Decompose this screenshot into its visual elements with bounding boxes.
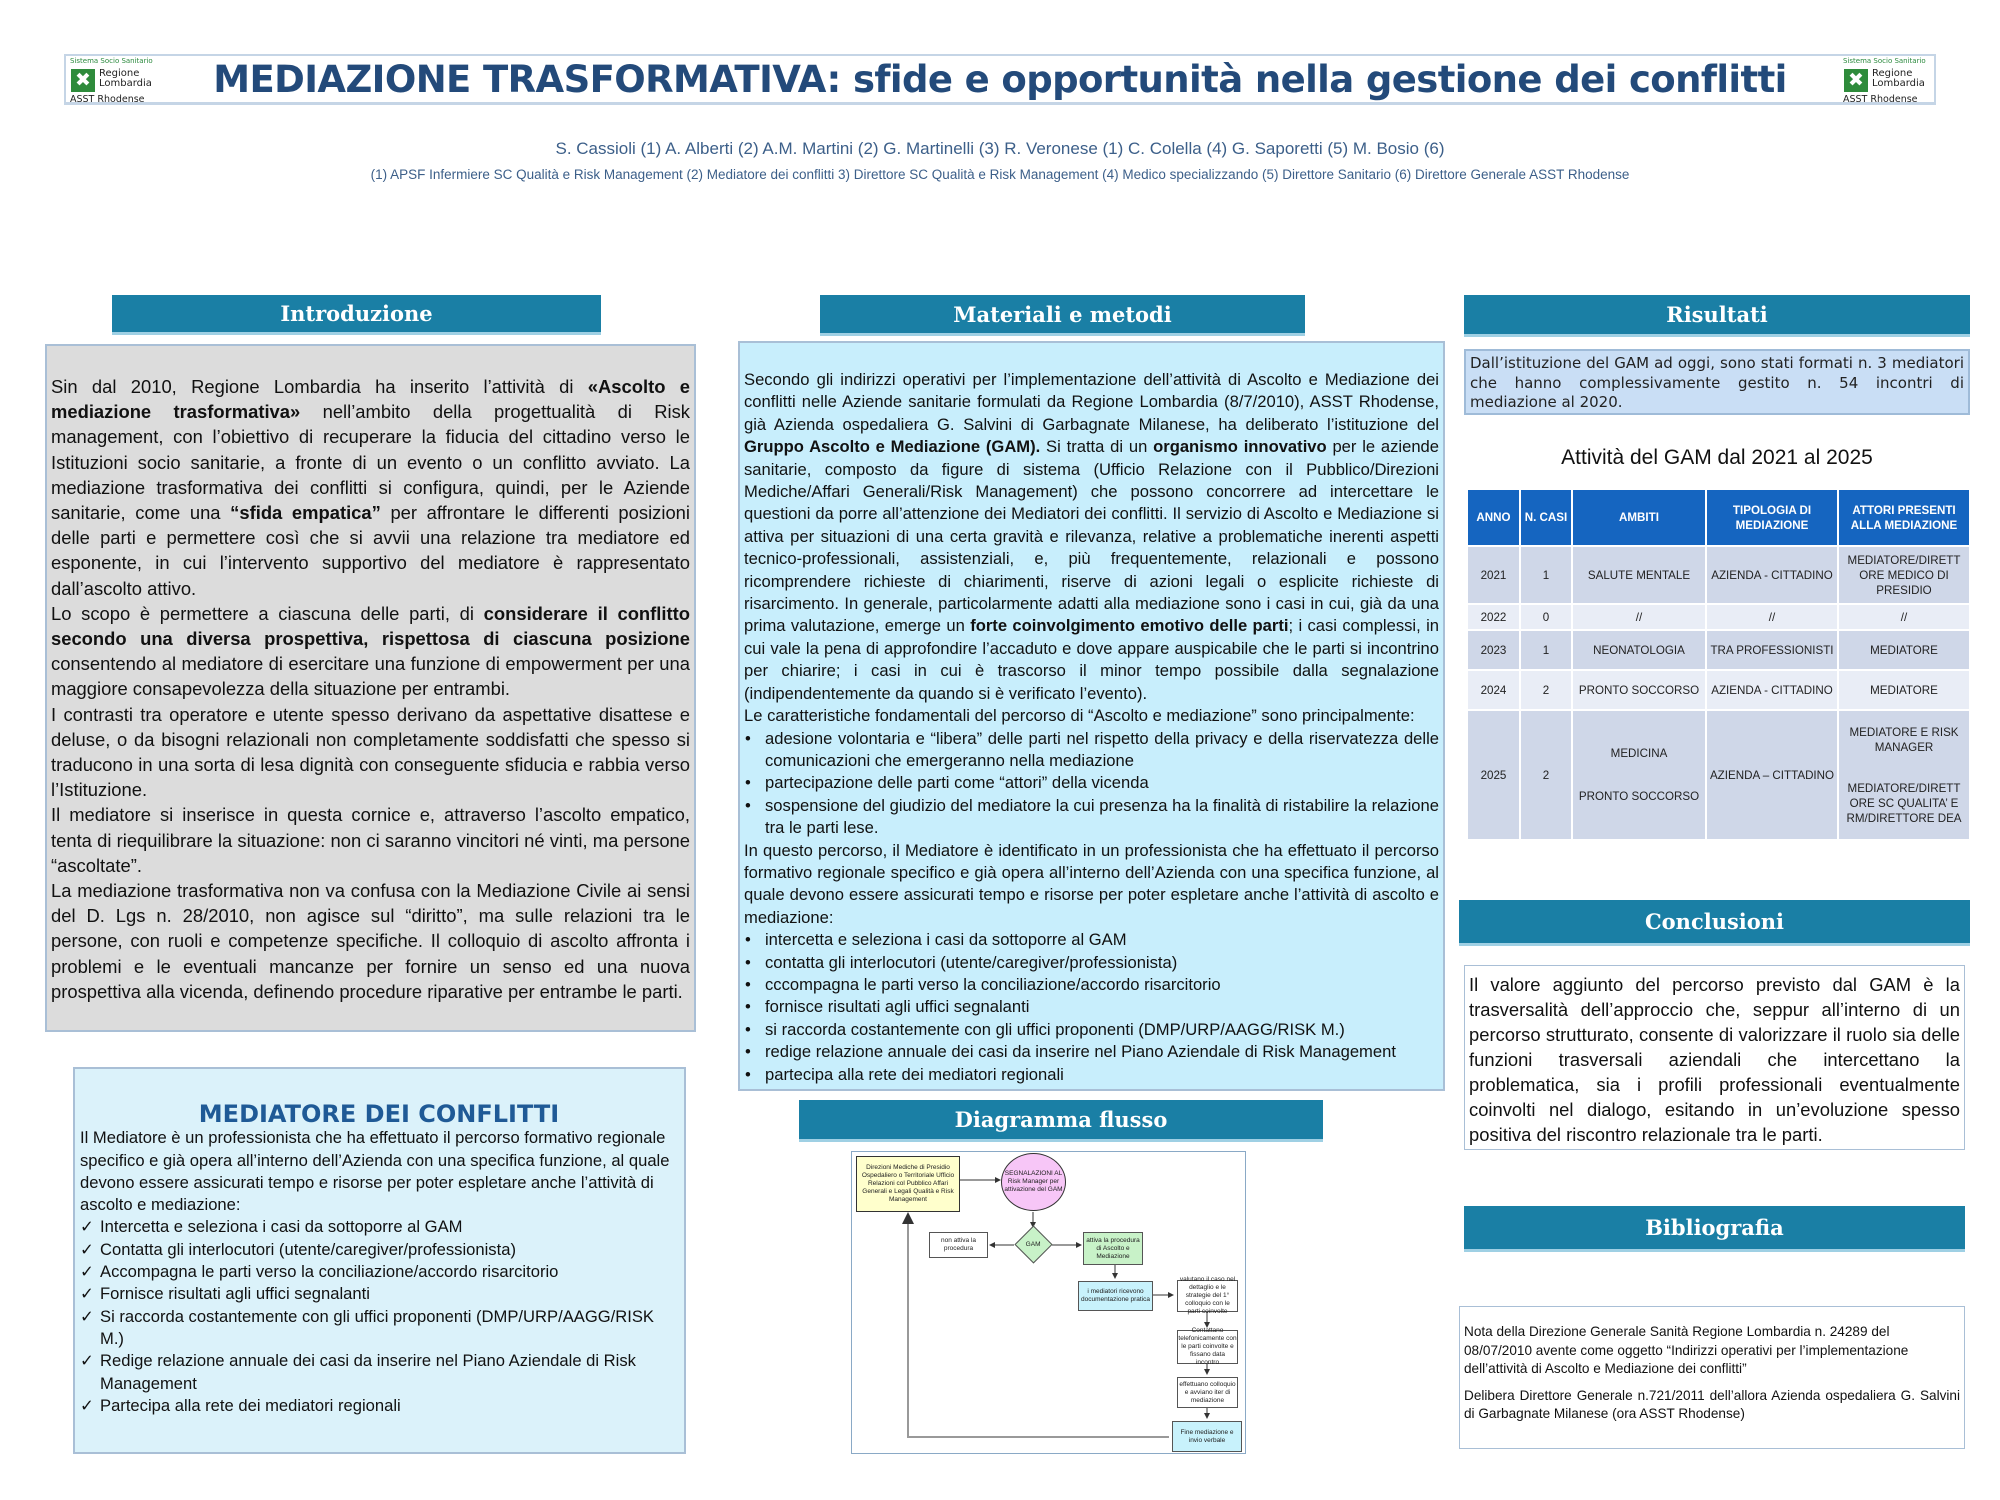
bullet-icon: • [745, 773, 751, 793]
task-item: • contatta gli interlocutori (utente/caregiver/professionista) [744, 952, 1439, 974]
table-cell: AZIENDA - CITTADINO [1706, 546, 1838, 604]
task-item: • si raccorda costantemente con gli uffici proponenti (DMP/URP/AAGG/RISK M.) [744, 1019, 1439, 1041]
table-title: Attività del GAM dal 2021 al 2025 [1561, 446, 1873, 469]
diagramma-header: Diagramma flusso [799, 1100, 1323, 1142]
feature-item: • sospensione del giudizio del mediatore la cui presenza ha la finalità di ristabilire la relazione tra le parti lese. [745, 795, 1439, 838]
reference-item: Delibera Direttore Generale n.721/2011 dell’allora Azienda ospedaliera G. Salvini di Garbagnate Milanese (ora ASST Rhodense) [1464, 1387, 1960, 1421]
logo-right [1841, 56, 1936, 104]
lombardia-rose-icon: ✖ [1844, 69, 1868, 92]
table-cell: AZIENDA – CITTADINO [1706, 710, 1838, 840]
mediatore-checklist [80, 1216, 678, 1417]
bullet-icon: • [745, 728, 751, 748]
materiali-paragraph: Secondo gli indirizzi operativi per l’implementazione dell’attività di Ascolto e Mediazione dei conflitti nelle Aziende sanitarie formulati da Regione Lombardia (8/7/2010), ASST Rhodense, già Azienda ospedaliera G. Salvini di Garbagnate Milanese, ha deliberato l’istituzione del Gruppo Ascolto e Mediazione (GAM). Si tratta di un organismo innovativo per le aziende sanitarie, composto da figure di sistema (Ufficio Relazione con il Pubblico/Direzioni Mediche/Affari Generali/Risk Management) che possono concorrere ad intercettare le questioni da porre all’attenzione dei Mediatori dei conflitti. Il servizio di Ascolto e Mediazione si attiva per situazioni di una certa gravità e rilevanza, relative a problematiche inerenti aspetti tecnico-professionali, assistenziali, e, più frequentemente, relazionali e possono ricomprendere richieste di chiarimenti, riserve di azioni legali o esplicite richieste di risarcimento. In generale, particolarmente adatti alla mediazione sono i casi in cui, già da una prima valutazione, emerge un forte coinvolgimento emotivo delle parti; i casi complessi, in cui vale la pena di approfondire l’accaduto e dove appare auspicabile che le parti si incontrino per chiarire; i casi in cui è trascorso il minor tempo possibile dalla segnalazione (indipendentemente da quando si è verificato l’evento). [744, 370, 1440, 703]
intro-paragraph: Lo scopo è permettere a ciascuna delle parti, di considerare il conflitto secondo una diversa prospettiva, rispettosa di ciascuna posizione consentendo al mediatore di esercitare una funzione di empowerment per una maggiore consapevolezza della situazione per entrambi. [51, 602, 690, 700]
flow-node-contattano: Contattano telefonicamente con le parti coinvolte e fissano data incontro [1178, 1327, 1237, 1366]
table-cell: 1 [1520, 546, 1572, 604]
task-item: • redige relazione annuale dei casi da inserire nel Piano Aziendale di Risk Management [744, 1041, 1439, 1063]
table-cell: TRA PROFESSIONISTI [1706, 630, 1838, 670]
affiliations: (1) APSF Infermiere SC Qualità e Risk Management (2) Mediatore dei conflitti 3) Direttore SC Qualità e Risk Management (4) Medico specializzando (5) Direttore Sanitario (6) Direttore Generale ASST Rhodense [370, 167, 1630, 182]
logo-region: Regione Lombardia [1872, 68, 1925, 89]
table-cell: // [1572, 604, 1706, 630]
authors: S. Cassioli (1) A. Alberti (2) A.M. Martini (2) G. Martinelli (3) R. Veronese (1) C. Colella (4) G. Saporetti (5) M. Bosio (6) [555, 139, 1445, 158]
table-cell: 2023 [1468, 630, 1520, 670]
introduzione-header: Introduzione [112, 295, 601, 335]
logo-system-text: Sistema Socio Sanitario [1843, 57, 1926, 65]
intro-paragraph: La mediazione trasformativa non va confusa con la Mediazione Civile ai sensi del D. Lgs n. 28/2010, non agisce sul “diritto”, ma sulle relazioni tra le persone, con ruoli e competenze specifiche. Il colloquio di ascolto affronta i problemi e le eventuali mancanze per fornire un senso ed una nuova prospettiva alla vicenda, definendo procedure riparative per entrambe le parti. [51, 880, 690, 1002]
table-cell: // [1838, 604, 1970, 630]
logo-org: ASST Rhodense [70, 94, 145, 105]
checkmark-icon: ✓ [80, 1306, 94, 1326]
intro-paragraph: I contrasti tra operatore e utente spesso derivano da aspettative disattese e deluse, o da bisogni relazionali non completamente soddisfatti che spesso si traducono in una sorta di lesa dignità con conseguente sfiducia e rabbia verso l’Istituzione. [51, 703, 690, 801]
poster-title: MEDIAZIONE TRASFORMATIVA: sfide e opportunità nella gestione dei conflitti [213, 58, 1787, 101]
logo-region: Regione Lombardia [99, 68, 152, 89]
checkmark-icon: ✓ [80, 1239, 94, 1259]
column-header: ANNO [1468, 490, 1520, 546]
task-item: • fornisce risultati agli uffici segnalanti [744, 996, 1439, 1018]
reference-item: Nota della Direzione Generale Sanità Regione Lombardia n. 24289 del 08/07/2010 avente come oggetto “Indirizzi operativi per l’implementazione dell’attività di Ascolto e Mediazione dei conflitti” [1464, 1324, 1909, 1376]
flow-node-gam-diamond: GAM [1014, 1225, 1052, 1263]
lombardia-rose-icon: ✖ [71, 69, 95, 92]
table-row [1468, 630, 1970, 670]
bullet-icon: • [745, 974, 751, 994]
features-list [744, 728, 1439, 840]
materiali-features-intro: Le caratteristiche fondamentali del percorso di “Ascolto e mediazione” sono principalmente: [744, 706, 1415, 726]
flow-node-non-attiva: non attiva la procedura [929, 1232, 988, 1258]
mediatore-task-item: ✓ Fornisce risultati agli uffici segnalanti [80, 1283, 678, 1305]
feature-item: • partecipazione delle parti come “attori” della vicenda [744, 772, 1439, 794]
bibliografia-body [1459, 1306, 1965, 1449]
table-cell: 2024 [1468, 670, 1520, 710]
table-row [1468, 604, 1970, 630]
intro-paragraph: Sin dal 2010, Regione Lombardia ha inserito l’attività di «Ascolto e mediazione trasformativa» nell’ambito della progettualità di Risk management, con l’obiettivo di recuperare la fiducia del cittadino verso le Istituzioni socio sanitarie, a fronte di un evento o un conflitto avviato. La mediazione trasformativa dei conflitti si configura, quindi, per le Aziende sanitarie, come una “sfida empatica” per affrontare le differenti posizioni delle parti e permettere così che si avvii una relazione tra mediatore ed esponente, in cui l’intervento supportivo del mediatore è rappresentato dall’ascolto attivo. [51, 376, 691, 599]
materiali-header: Materiali e metodi [820, 295, 1305, 336]
table-cell: 0 [1520, 604, 1572, 630]
flow-node-attiva: attiva la procedura di Ascolto e Mediazione [1083, 1232, 1143, 1265]
table-cell: MEDIATORE [1838, 670, 1970, 710]
task-item: • cccompagna le parti verso la conciliazione/accordo risarcitorio [744, 974, 1439, 996]
task-item: • intercetta e seleziona i casi da sottoporre al GAM [744, 929, 1439, 951]
table-cell: MEDIATORE E RISK MANAGER MEDIATORE/DIRETT ORE SC QUALITA’ E RM/DIRETTORE DEA [1838, 710, 1970, 840]
table-cell: MEDIATORE/DIRETT ORE MEDICO DI PRESIDIO [1838, 546, 1970, 604]
bullet-icon: • [745, 997, 751, 1017]
flow-node-segnalazioni: SEGNALAZIONI AL Risk Manager per attivazione del GAM [1001, 1153, 1066, 1211]
table-header-row [1468, 490, 1970, 546]
flow-node-ricevono: i mediatori ricevono documentazione pratica [1078, 1281, 1153, 1311]
table-cell: 2 [1520, 670, 1572, 710]
bullet-icon: • [745, 1042, 751, 1062]
table-cell: 1 [1520, 630, 1572, 670]
mediatore-intro: Il Mediatore è un professionista che ha effettuato il percorso formativo regionale specifico e già opera all’interno dell’Azienda con una specifica funzione, al quale devono essere assicurati tempo e risorse per poter espletare anche l’attività di ascolto e mediazione: [80, 1128, 670, 1215]
table-cell: PRONTO SOCCORSO [1572, 670, 1706, 710]
column-header: TIPOLOGIA DI MEDIAZIONE [1706, 490, 1838, 546]
table-cell: MEDICINA PRONTO SOCCORSO [1572, 710, 1706, 840]
table-cell: AZIENDA - CITTADINO [1706, 670, 1838, 710]
conclusioni-header: Conclusioni [1459, 900, 1970, 946]
checkmark-icon: ✓ [80, 1217, 94, 1237]
feature-item: • adesione volontaria e “libera” delle parti nel rispetto della privacy e della riservatezza delle comunicazioni che emergeranno nella mediazione [745, 728, 1439, 770]
mediatore-task-item: ✓ Contatta gli interlocutori (utente/caregiver/professionista) [80, 1239, 678, 1261]
column-header: AMBITI [1572, 490, 1706, 546]
task-item: • partecipa alla rete dei mediatori regionali [744, 1064, 1439, 1086]
title-bar [64, 54, 1936, 105]
checkmark-icon: ✓ [80, 1262, 94, 1282]
conclusioni-body: Il valore aggiunto del percorso previsto dal GAM è la trasversalità dell’approccio che, seppur all’interno di un percorso strutturato, consente di valorizzare il ruolo sia delle funzioni trasversali aziendali che intercettano la problematica, sia i profili professionali eventualmente coinvolti nel dialogo, esitando in un’evoluzione spesso positiva del riscontro relazionale tra le parti. [1464, 965, 1965, 1150]
mediatore-box [73, 1067, 686, 1454]
flow-node-effettuano: effettuano colloquio e avviano iter di mediazione [1177, 1377, 1238, 1408]
flow-node-valutano: valutano il caso nel dettaglio e le strategie del 1° colloquio con le parti coinvolte [1177, 1280, 1238, 1312]
logo-system-text: Sistema Socio Sanitario [70, 57, 153, 65]
mediatore-task-item: ✓ Partecipa alla rete dei mediatori regionali [80, 1395, 678, 1417]
bullet-icon: • [745, 1019, 751, 1039]
mediatore-task-item: ✓ Accompagna le parti verso la conciliazione/accordo risarcitorio [80, 1261, 678, 1283]
table-cell: MEDIATORE [1838, 630, 1970, 670]
table-cell: 2 [1520, 710, 1572, 840]
table-row [1468, 546, 1970, 604]
checkmark-icon: ✓ [80, 1351, 94, 1371]
bullet-icon: • [745, 795, 751, 815]
bullet-icon: • [745, 1064, 751, 1084]
bibliografia-header: Bibliografia [1464, 1206, 1965, 1252]
table-cell: // [1706, 604, 1838, 630]
introduzione-body [45, 344, 696, 1032]
tasks-list [744, 929, 1439, 1086]
materiali-body [738, 341, 1445, 1091]
logo-org: ASST Rhodense [1843, 94, 1918, 105]
mediatore-task-item: ✓ Si raccorda costantemente con gli uffici proponenti (DMP/URP/AAGG/RISK M.) [80, 1306, 654, 1348]
bullet-icon: • [745, 930, 751, 950]
risultati-summary: Dall’istituzione del GAM ad oggi, sono stati formati n. 3 mediatori che hanno complessivamente gestito n. 54 incontri di mediazione al 2020. [1464, 349, 1970, 415]
mediatore-task-item: ✓ Intercetta e seleziona i casi da sottoporre al GAM [80, 1216, 678, 1238]
table-cell: 2025 [1468, 710, 1520, 840]
checkmark-icon: ✓ [80, 1395, 94, 1415]
column-header: N. CASI [1520, 490, 1572, 546]
gam-activity-table [1468, 490, 1971, 841]
table-cell: 2021 [1468, 546, 1520, 604]
flow-node-fine: Fine mediazione e invio verbale [1172, 1421, 1242, 1452]
table-row [1468, 710, 1970, 840]
flow-node-sources: Direzioni Mediche di Presidio Ospedaliero o Territoriale Ufficio Relazioni col Pubblico Affari Generali e Legali Qualità e Risk Management [856, 1156, 960, 1212]
bullet-icon: • [745, 952, 751, 972]
checkmark-icon: ✓ [80, 1284, 94, 1304]
materiali-mediatore-paragraph: In questo percorso, il Mediatore è identificato in un professionista che ha effettuato il percorso formativo regionale specifico e già opera all’interno dell’Azienda con una specifica funzione, al quale devono essere assicurati tempo e risorse per poter espletare anche l’attività di ascolto e mediazione: [744, 840, 1439, 927]
mediatore-title: MEDIATORE DEI CONFLITTI [198, 1100, 560, 1128]
intro-paragraph: Il mediatore si inserisce in questa cornice e, attraverso l’ascolto empatico, tenta di riequilibrare la situazione: non ci saranno vincitori né vinti, ma persone “ascoltate”. [51, 804, 690, 876]
table-cell: NEONATOLOGIA [1572, 630, 1706, 670]
mediatore-task-item: ✓ Redige relazione annuale dei casi da inserire nel Piano Aziendale di Risk Management [80, 1351, 636, 1393]
table-row [1468, 670, 1970, 710]
flow-diagram [851, 1151, 1246, 1454]
column-header: ATTORI PRESENTI ALLA MEDIAZIONE [1838, 490, 1970, 546]
table-cell: 2022 [1468, 604, 1520, 630]
table-cell: SALUTE MENTALE [1572, 546, 1706, 604]
risultati-header: Risultati [1464, 295, 1970, 337]
